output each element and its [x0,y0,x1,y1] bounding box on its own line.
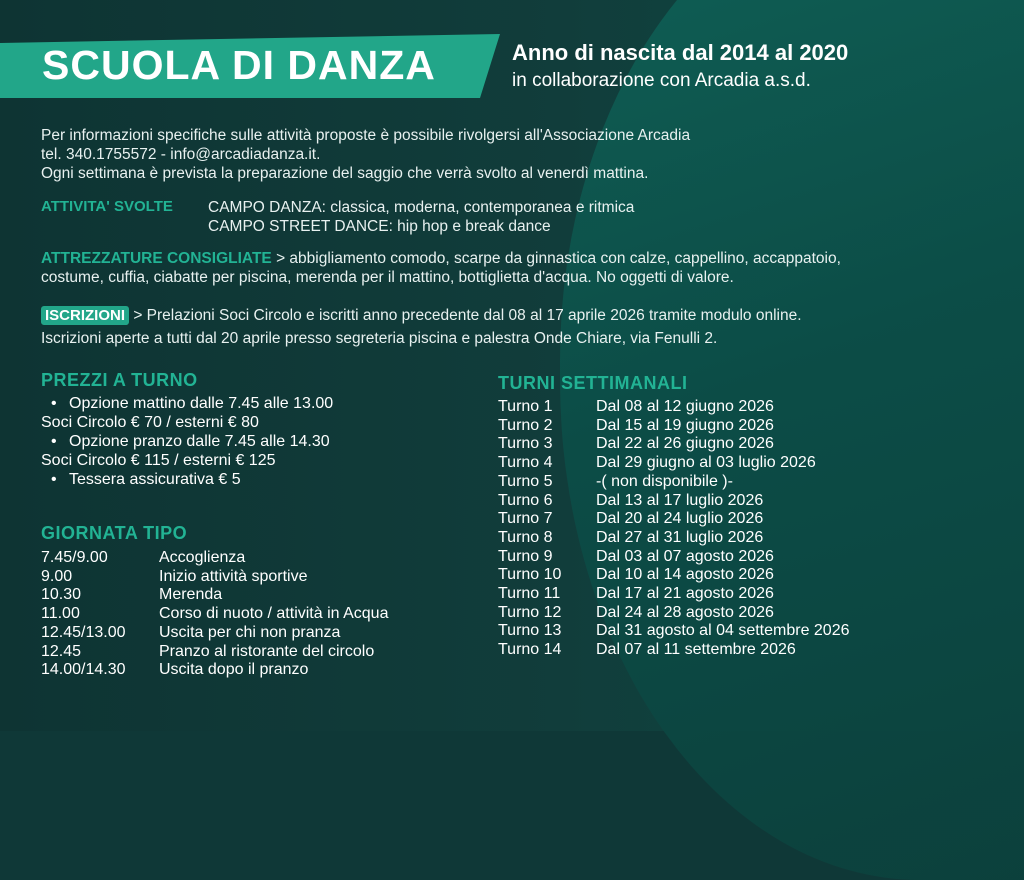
price-mattino-values: Soci Circolo € 70 / esterni € 80 [41,414,259,431]
info-line-1: Per informazioni specifiche sulle attività proposte è possibile rivolgersi all'Associazione Arcadia [41,127,691,144]
info-line-2: tel. 340.1755572 - info@arcadiadanza.it. [41,146,321,163]
age-range: Anno di nascita dal 2014 al 2020 [512,40,849,65]
prezzi-heading: PREZZI A TURNO [41,370,198,390]
table-row: Turno 13 Dal 31 agosto al 04 settembre 2026 [498,622,850,640]
attivita-label: ATTIVITA' SVOLTE [41,198,173,215]
giornata-table [41,549,388,680]
table-row: Turno 6 Dal 13 al 17 luglio 2026 [498,491,764,509]
attivita-line-2: CAMPO STREET DANCE: hip hop e break dance [208,218,551,235]
table-row: 14.00/14.30 Uscita dopo il pranzo [41,661,309,679]
table-row: Turno 14 Dal 07 al 11 settembre 2026 [498,641,796,659]
table-row: Turno 5 -( non disponibile )- [498,472,733,490]
turni-table [498,398,850,660]
table-row: 9.00 Inizio attività sportive [41,567,308,585]
page-title: SCUOLA DI DANZA [42,42,436,88]
table-row: Turno 8 Dal 27 al 31 luglio 2026 [498,528,764,546]
turni-heading: TURNI SETTIMANALI [498,373,688,393]
collaboration-note: in collaborazione con Arcadia a.s.d. [512,70,811,91]
table-row: Turno 11 Dal 17 al 21 agosto 2026 [498,585,774,603]
table-row: Turno 1 Dal 08 al 12 giugno 2026 [498,398,774,415]
iscrizioni-badge: ISCRIZIONI [41,306,129,325]
table-row: Turno 4 Dal 29 giugno al 03 luglio 2026 [498,454,816,472]
table-row: Turno 2 Dal 15 al 19 giugno 2026 [498,416,774,434]
price-pranzo-values: Soci Circolo € 115 / esterni € 125 [41,452,276,469]
table-row: Turno 12 Dal 24 al 28 agosto 2026 [498,603,774,621]
table-row: 12.45/13.00 Uscita per chi non pranza [41,623,341,641]
price-option-pranzo: • Opzione pranzo dalle 7.45 alle 14.30 [41,432,333,451]
attrezzature-line-2: costume, cuffia, ciabatte per piscina, merenda per il mattino, bottiglietta d'acqua. No oggetti di valore. [41,269,734,286]
table-row: 10.30 Merenda [41,586,223,604]
iscrizioni-line-2: Iscrizioni aperte a tutti dal 20 aprile presso segreteria piscina e palestra Onde Chiare, via Fenulli 2. [41,330,718,347]
table-row: Turno 3 Dal 22 al 26 giugno 2026 [498,435,774,453]
table-row: Turno 9 Dal 03 al 07 agosto 2026 [498,547,774,565]
prezzi-list [41,394,333,489]
attivita-line-1: CAMPO DANZA: classica, moderna, contemporanea e ritmica [208,199,635,216]
attrezzature-label: ATTREZZATURE CONSIGLIATE [41,250,272,267]
table-row: 11.00 Corso di nuoto / attività in Acqua [41,605,389,623]
table-row: 7.45/9.00 Accoglienza [41,549,246,566]
iscrizioni-line-1: ISCRIZIONI > Prelazioni Soci Circolo e iscritti anno precedente dal 08 al 17 aprile 2026 tramite modulo online. [41,306,802,325]
table-row: 12.45 Pranzo al ristorante del circolo [41,642,375,660]
table-row: Turno 10 Dal 10 al 14 agosto 2026 [498,566,774,584]
giornata-heading: GIORNATA TIPO [41,523,188,543]
info-line-3: Ogni settimana è prevista la preparazione del saggio che verrà svolto al venerdì mattina. [41,165,649,182]
price-tessera: • Tessera assicurativa € 5 [41,470,333,489]
attrezzature-line-1: ATTREZZATURE CONSIGLIATE > abbigliamento comodo, scarpe da ginnastica con calze, cappellino, accappatoio, [41,250,841,267]
table-row: Turno 7 Dal 20 al 24 luglio 2026 [498,510,764,528]
price-option-mattino: • Opzione mattino dalle 7.45 alle 13.00 [41,394,333,413]
